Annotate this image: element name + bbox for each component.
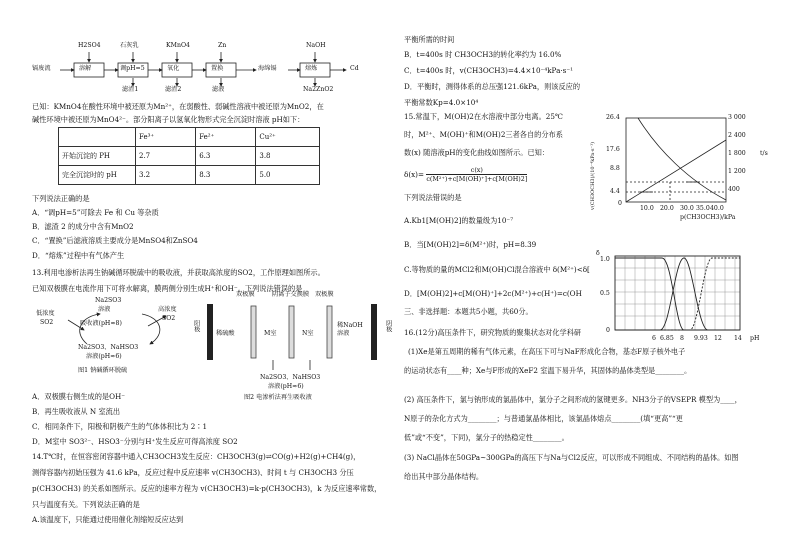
fig2-bipolar1: 双极膜 bbox=[236, 291, 255, 298]
waste-3: 滤液 bbox=[212, 86, 225, 93]
y-right-tick: 400 bbox=[728, 186, 740, 193]
q13-option-b: B．再生吸收液从 N 室流出 bbox=[32, 407, 121, 416]
x-label: p(CH3OCH3)/kPa bbox=[680, 214, 736, 221]
fig2-anode: 阳极 bbox=[192, 320, 200, 333]
fig1-caption: 图1 钠碱循环脱硫 bbox=[78, 367, 128, 374]
q15-option-c: C.等物质的量的MCl2和M(OH)Cl混合溶液中 δ(M²⁺)<δ[ bbox=[404, 265, 590, 274]
step-oxidize: 氧化 bbox=[167, 65, 180, 72]
y-tick: 4.4 bbox=[610, 188, 620, 195]
table-header: Cu²⁺ bbox=[256, 128, 320, 147]
reagent-kmno4: KMnO4 bbox=[166, 42, 190, 49]
reagent-lime: 石灰乳 bbox=[120, 42, 139, 49]
fig2-ion-membrane: 阴离子交换膜 bbox=[272, 291, 310, 298]
step-smelt: 熔炼 bbox=[305, 65, 318, 72]
fig1-right2: SO2 bbox=[162, 315, 176, 322]
fig1-bottom2: 溶液(pH≈6) bbox=[86, 353, 122, 360]
q12-option-a: A．“调pH=5”可除去 Fe 和 Cu 等杂质 bbox=[32, 208, 159, 217]
y-tick: 17.6 bbox=[606, 146, 620, 153]
q16-line2: (1)Xe是第五周期的稀有气体元素，在高压下可与NaF形成化合物，基态F原子核外电子 bbox=[408, 347, 686, 356]
fig2-caption: 图2 电渗析法再生吸收液 bbox=[244, 394, 312, 401]
x-tick: 9.93 bbox=[694, 335, 708, 342]
q14-option-d2: 平衡常数Kp=4.0×10⁴ bbox=[404, 98, 479, 107]
q14-continued: 平衡所需的时间 bbox=[404, 35, 455, 44]
step-dissolve: 溶解 bbox=[79, 65, 92, 72]
q15-option-b: B．当[M(OH)2]=δ(M²⁺)时，pH=8.39 bbox=[404, 240, 537, 249]
q13-option-d: D．M室中 SO3²⁻、HSO3⁻分别与H⁺发生反应可得高浓度 SO2 bbox=[32, 437, 238, 446]
table-header: Fe²⁺ bbox=[196, 128, 256, 147]
table-header: Fe³⁺ bbox=[136, 128, 196, 147]
y-tick: 0 bbox=[618, 200, 622, 207]
formula-lhs: δ(x)= bbox=[404, 170, 425, 179]
y-tick: 26.4 bbox=[606, 114, 620, 121]
x-tick: 10.0 bbox=[640, 205, 654, 212]
table-cell: 完全沉淀时的 pH bbox=[59, 166, 136, 185]
fig1-right: 高浓度 bbox=[158, 306, 177, 313]
q12-prompt: 下列说法正确的是 bbox=[32, 194, 90, 203]
q16-line5: N原子的杂化方式为________；与普通氯晶体相比，该氯晶体熔点________(填“更高”“更 bbox=[404, 414, 683, 423]
q12-note1: 已知：KMnO4在酸性环境中被还原为Mn²⁺，在弱酸性、弱碱性溶液中被还原为MnO2，在 bbox=[32, 102, 324, 111]
y-right-label: t/s bbox=[760, 150, 768, 157]
q16-line6: 低”或“不变”，下同)，氯分子的热稳定性________。 bbox=[404, 433, 569, 442]
table-cell: 6.3 bbox=[196, 147, 256, 166]
table-header bbox=[59, 128, 136, 147]
q13-option-a: A．双极膜右侧生成的是OH⁻ bbox=[32, 392, 126, 401]
fig1-left: 低浓度 bbox=[36, 310, 55, 317]
x-tick: 30.0 bbox=[680, 205, 694, 212]
x-tick: 6.85 bbox=[660, 335, 674, 342]
q14-option-b: B．t=400s 时 CH3OCH3的转化率约为 16.0% bbox=[404, 50, 562, 59]
section-heading: 三、非选择题：本题共5小题，共60分。 bbox=[404, 307, 533, 316]
table-row bbox=[59, 147, 320, 166]
q14-line5: A.该温度下，只能通过使用催化剂缩短反应达到 bbox=[32, 515, 184, 524]
reagent-h2so4: H2SO4 bbox=[78, 42, 101, 49]
y-right-tick: 1 800 bbox=[728, 150, 746, 157]
fig2-bottom: Na2SO3、NaHSO3 bbox=[260, 374, 321, 381]
waste-2: 滤渣2 bbox=[165, 86, 182, 93]
precipitation-table bbox=[58, 127, 320, 185]
q16-line8: 给出其中部分晶体结构。 bbox=[404, 472, 484, 481]
x-tick: 14 bbox=[734, 335, 742, 342]
q14-option-d: D．平衡时，测得体系的总压强121.6kPa，则该反应的 bbox=[404, 82, 581, 91]
q16-line3: 的运动状态有____种；Xe与F形成的XeF2 室温下易升华，其固体的晶体类型是________。 bbox=[404, 366, 692, 375]
fig2-bipolar2: 双极膜 bbox=[315, 291, 334, 298]
fig1-step: 吸收液(pH≈8) bbox=[80, 320, 122, 327]
chart-bottom-ylabel: δ bbox=[596, 250, 600, 257]
q13-line2: 已知双极膜在电流作用下可将水解离，膜两侧分别生成H⁺和OH⁻。下列说法错误的是 bbox=[32, 284, 303, 293]
x-tick: 20.0 bbox=[660, 205, 674, 212]
table-cell: 8.3 bbox=[196, 166, 256, 185]
reagent-naoh: NaOH bbox=[306, 42, 326, 49]
q16-line1: 16.(12分)高压条件下，研究物质的聚集状态对化学科研 bbox=[404, 328, 582, 337]
q14-line3: p(CH3OCH3) 的关系如图所示。反应的速率方程为 v(CH3OCH3)=k·p(CH3OCH3)，k 为反应速率常数， bbox=[32, 484, 382, 493]
q14-line1: 14.T℃时，在恒容密闭容器中通入CH3OCH3发生反应：CH3OCH3(g)⇌CO(g)+H2(g)+CH4(g)， bbox=[32, 452, 361, 461]
waste-4: Na2ZnO2 bbox=[303, 86, 334, 93]
table-cell: 2.7 bbox=[136, 147, 196, 166]
reagent-zn: Zn bbox=[218, 42, 227, 49]
q12-note2: 碱性环境中被还原为MnO4²⁻。部分阳离子以氢氧化物形式完全沉淀时溶液 pH如下： bbox=[32, 115, 305, 124]
q15-line3: 数(x) 随溶液pH的变化曲线如图所示。已知： bbox=[404, 148, 550, 157]
fig1-bottom: Na2SO3、NaHSO3 bbox=[78, 344, 139, 351]
x-label: pH bbox=[750, 335, 760, 342]
q15-line1: 15.常温下，M(OH)2在水溶液中部分电离。25℃ bbox=[404, 112, 563, 121]
fig2-room-n: N室 bbox=[302, 330, 314, 337]
table-cell: 5.0 bbox=[256, 166, 320, 185]
fig1-left2: SO2 bbox=[40, 319, 54, 326]
q15-line2: 时，M²⁺、M(OH)⁺和M(OH)2三者各自的分布系 bbox=[404, 130, 563, 139]
flow-end: Cd bbox=[350, 65, 359, 72]
flow-start: 镉废流 bbox=[32, 65, 51, 72]
x-tick: 12 bbox=[714, 335, 722, 342]
waste-1: 滤渣1 bbox=[122, 86, 139, 93]
x-tick: 6 bbox=[652, 335, 656, 342]
q15-prompt: 下列说法错误的是 bbox=[404, 193, 462, 202]
y-right-tick: 2 400 bbox=[728, 132, 746, 139]
fig2-bottom2: 溶液(pH≈6) bbox=[268, 383, 304, 390]
q15-formula bbox=[404, 166, 527, 183]
x-tick: 40.0 bbox=[710, 205, 724, 212]
step-ph: 调pH=5 bbox=[120, 65, 145, 72]
y-right-tick: 1 200 bbox=[728, 168, 746, 175]
q15-option-a: A.Kb1[M(OH)2]的数量级为10⁻⁷ bbox=[404, 216, 514, 225]
q12-option-d: D．“熔炼”过程中有气体产生 bbox=[32, 251, 125, 260]
fig2-room-m: M室 bbox=[264, 330, 277, 337]
q16-line7: (3) NaCl晶体在50GPa~300GPa的高压下与Na与Cl2反应，可以形成不同组成、不同结构的晶体。如图 bbox=[404, 453, 739, 462]
formula-numerator: c(x) bbox=[426, 166, 527, 175]
q13-line1: 13.利用电渗析法再生钠碱循环脱硫中的吸收液，并获取高浓度的SO2，工作原理如图所示。 bbox=[32, 268, 325, 277]
q13-option-c: C．相同条件下，阳极和阴极产生的气体体积比为 2∶1 bbox=[32, 422, 208, 431]
y-tick: 1.0 bbox=[600, 256, 610, 263]
y-tick: 0 bbox=[606, 327, 610, 334]
table-row bbox=[59, 166, 320, 185]
fig1-top2: 溶液 bbox=[98, 306, 111, 313]
y-tick: 0.5 bbox=[600, 290, 610, 297]
fig2-base: 稀NaOH溶液 bbox=[337, 322, 363, 337]
flow-middle: 海绵镉 bbox=[258, 65, 277, 72]
q12-option-b: B．滤渣 2 的成分中含有MnO2 bbox=[32, 222, 134, 231]
x-tick: 8 bbox=[680, 335, 684, 342]
y-right-tick: 3 000 bbox=[728, 114, 746, 121]
q16-line4: (2) 高压条件下，氯与钠形成的氯晶体中，氯分子之间形成的氢键更多。NH3分子的VSEPR 模型为____， bbox=[404, 395, 742, 404]
y-tick: 8.8 bbox=[610, 165, 620, 172]
chart-top-ylabel: v(CH3OCH3)/(10⁻⁴kPa·s⁻¹) bbox=[590, 141, 596, 210]
step-replace: 置换 bbox=[211, 65, 224, 72]
q14-line4: 只与温度有关。下列说法正确的是 bbox=[32, 500, 140, 509]
q14-option-c: C．t=400s 时，v(CH3OCH3)=4.4×10⁻⁴kPa·s⁻¹ bbox=[404, 66, 574, 75]
table-cell: 3.8 bbox=[256, 147, 320, 166]
q12-option-c: C．“置换”后滤液溶质主要成分是MnSO4和ZnSO4 bbox=[32, 236, 198, 245]
fig2-acid: 稀硫酸 bbox=[216, 330, 235, 337]
formula-denominator: c(M²⁺)+c[M(OH)⁺]+c[M(OH)2] bbox=[426, 175, 528, 183]
q14-line2: 测得容器内初始压强为 41.6 kPa，反应过程中反应速率 v(CH3OCH3)、时间 t 与 CH3OCH3 分压 bbox=[32, 468, 354, 477]
table-cell: 3.2 bbox=[136, 166, 196, 185]
fig1-top: Na2SO3 bbox=[95, 297, 122, 304]
fig2-cathode: 阴极 bbox=[384, 320, 392, 333]
q15-option-d: D．[M(OH)2]+c[M(OH)⁺]+2c(M²⁺)+c(H⁺)=c(OH bbox=[404, 289, 582, 298]
table-cell: 开始沉淀的 PH bbox=[59, 147, 136, 166]
x-tick: 35.0 bbox=[696, 205, 710, 212]
